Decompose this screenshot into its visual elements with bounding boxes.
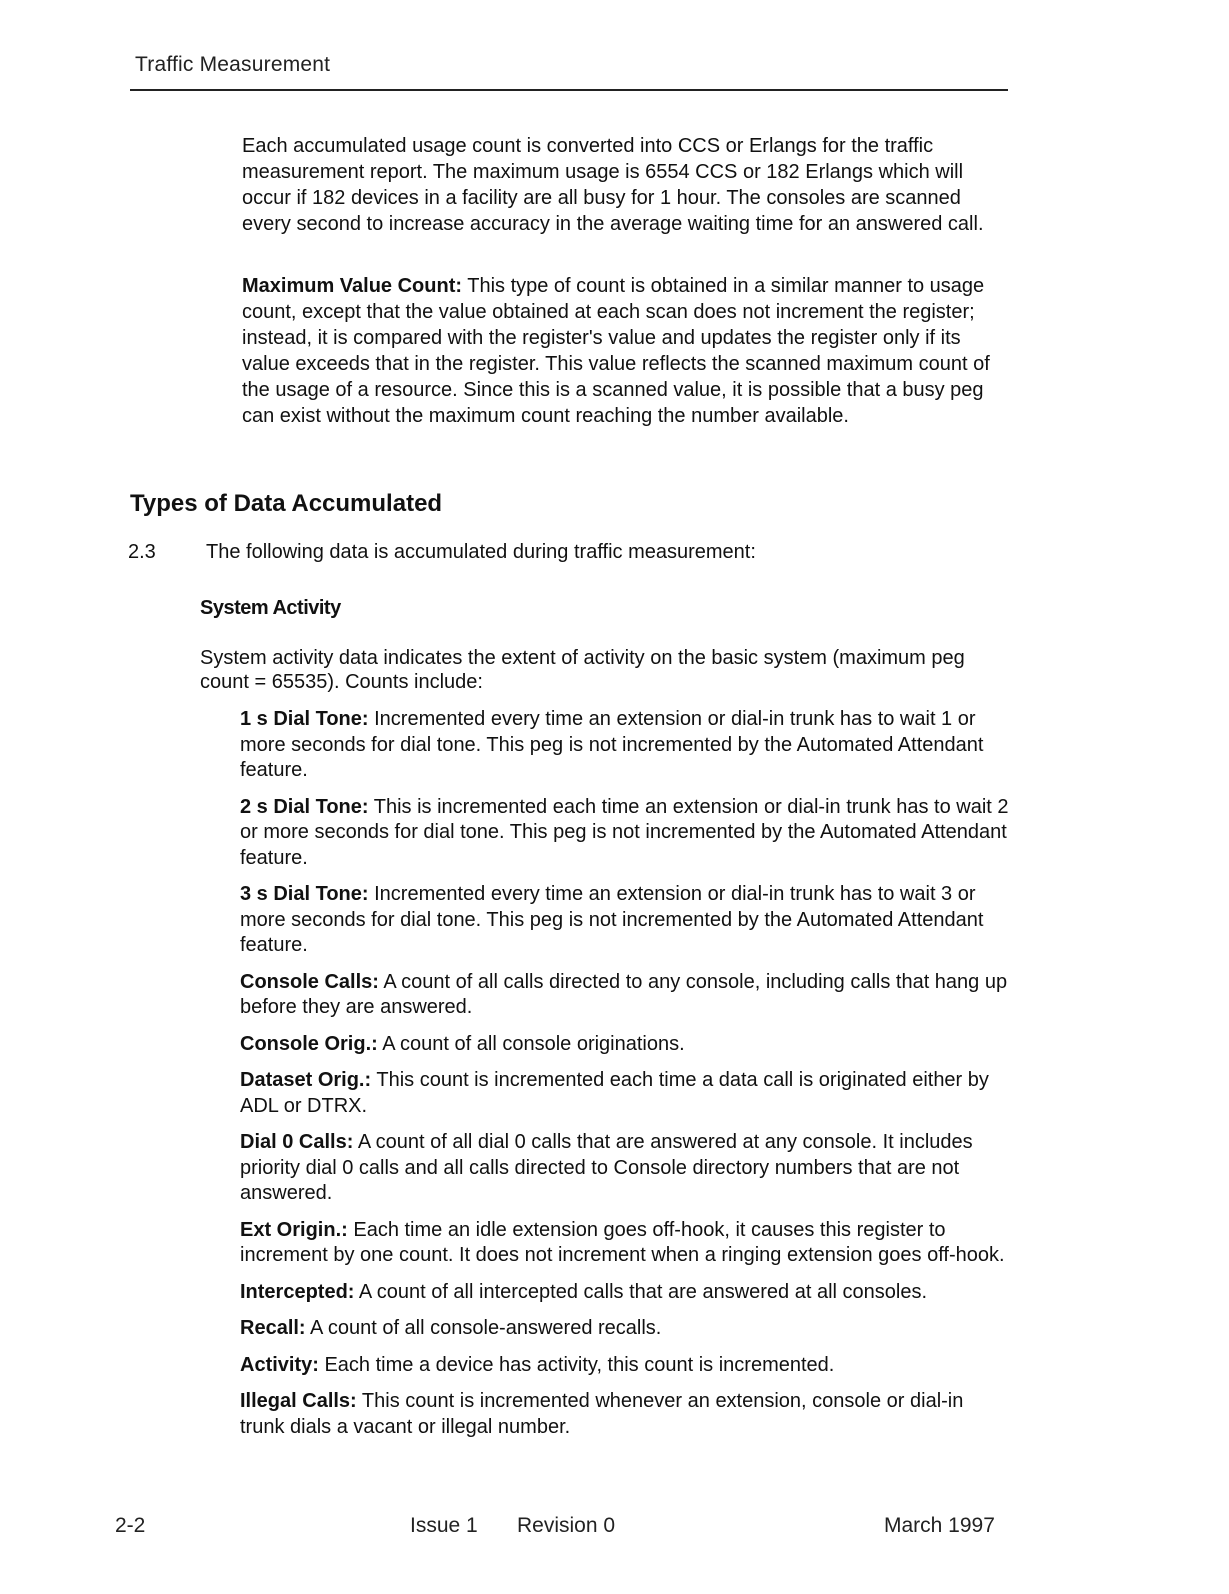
- section-number: 2.3: [128, 541, 156, 563]
- count-item-illegal-calls: [240, 1389, 1010, 1440]
- counts-list: [240, 707, 1010, 1451]
- count-item-console-orig: [240, 1032, 1010, 1058]
- max-value-text: This type of count is obtained in a similar manner to usage count, except that the value obtained at each scan does not increment the register; instead, it is compared with the register's value and updates the register only if its value exceeds that in the register. This value reflects the scanned maximum count of the usage of a resource. Since this is a scanned value, it is possible that a busy peg can exist without the maximum count reaching the number available.: [242, 275, 990, 427]
- count-item-1s-dial-tone: [240, 707, 1010, 784]
- count-label: Dataset Orig.:: [240, 1069, 372, 1091]
- count-text: Each time an idle extension goes off-hook, it causes this register to increment by one count. It does not increment when a ringing extension goes off-hook.: [240, 1218, 1005, 1266]
- system-activity-heading: System Activity: [200, 597, 341, 619]
- max-value-label: Maximum Value Count:: [242, 275, 463, 297]
- count-text: This is incremented each time an extension or dial-in trunk has to wait 2 or more seconds for dial tone. This peg is not incremented by the Automated Attendant feature.: [240, 795, 1009, 869]
- footer-page-number: 2-2: [115, 1514, 146, 1537]
- count-text: This count is incremented whenever an extension, console or dial-in trunk dials a vacant or illegal number.: [240, 1390, 964, 1438]
- count-label: 2 s Dial Tone:: [240, 795, 369, 818]
- footer-issue: Issue 1: [410, 1514, 478, 1537]
- count-label: 3 s Dial Tone:: [240, 883, 369, 905]
- count-label: Dial 0 Calls:: [240, 1131, 354, 1153]
- count-label: Illegal Calls:: [240, 1390, 357, 1412]
- count-label: 1 s Dial Tone:: [240, 708, 369, 730]
- count-item-ext-origin: [240, 1218, 1010, 1269]
- count-text: This count is incremented each time a data call is originated either by ADL or DTRX.: [240, 1069, 989, 1117]
- count-label: Console Orig.:: [240, 1032, 378, 1055]
- count-text: A count of all dial 0 calls that are answered at any console. It includes priority dial 0 calls and all calls directed to Console directory numbers that are not answered.: [240, 1131, 973, 1204]
- count-item-3s-dial-tone: [240, 882, 1010, 959]
- count-label: Intercepted:: [240, 1280, 355, 1303]
- system-activity-intro: System activity data indicates the extent of activity on the basic system (maximum peg count = 65535). Counts include:: [200, 647, 965, 693]
- count-text: Incremented every time an extension or dial-in trunk has to wait 3 or more seconds for dial tone. This peg is not incremented by the Automated Attendant feature.: [240, 883, 984, 956]
- footer-revision: Revision 0: [517, 1514, 616, 1537]
- running-header: Traffic Measurement: [135, 53, 331, 76]
- section-heading: Types of Data Accumulated: [130, 490, 443, 517]
- count-text: Each time a device has activity, this count is incremented.: [324, 1353, 835, 1376]
- count-item-2s-dial-tone: [240, 795, 1010, 872]
- count-item-dataset-orig: [240, 1068, 1010, 1119]
- header-rule: [130, 89, 1008, 91]
- count-label: Activity:: [240, 1353, 319, 1376]
- footer-date: March 1997: [884, 1514, 995, 1537]
- count-text: A count of all calls directed to any console, including calls that hang up before they are answered.: [240, 970, 1008, 1018]
- section-intro: The following data is accumulated during traffic measurement:: [206, 541, 756, 563]
- count-text: A count of all console-answered recalls.: [310, 1317, 662, 1339]
- count-label: Recall:: [240, 1317, 306, 1339]
- count-text: A count of all console originations.: [382, 1032, 685, 1055]
- count-item-dial-0-calls: [240, 1130, 1010, 1207]
- count-item-intercepted: [240, 1280, 1010, 1306]
- count-text: Incremented every time an extension or dial-in trunk has to wait 1 or more seconds for dial tone. This peg is not incremented by the Automated Attendant feature.: [240, 708, 984, 781]
- intro-paragraph: Each accumulated usage count is converted into CCS or Erlangs for the traffic measurement report. The maximum usage is 6554 CCS or 182 Erlangs which will occur if 182 devices in a facility are all busy for 1 hour. The consoles are scanned every second to increase accuracy in the average waiting time for an answered call.: [242, 135, 984, 235]
- count-item-activity: [240, 1353, 1010, 1379]
- count-label: Ext Origin.:: [240, 1218, 348, 1241]
- count-item-console-calls: [240, 970, 1010, 1021]
- count-item-recall: [240, 1316, 1010, 1342]
- count-text: A count of all intercepted calls that are answered at all consoles.: [358, 1280, 928, 1303]
- max-value-paragraph: [242, 273, 1007, 429]
- count-label: Console Calls:: [240, 970, 379, 993]
